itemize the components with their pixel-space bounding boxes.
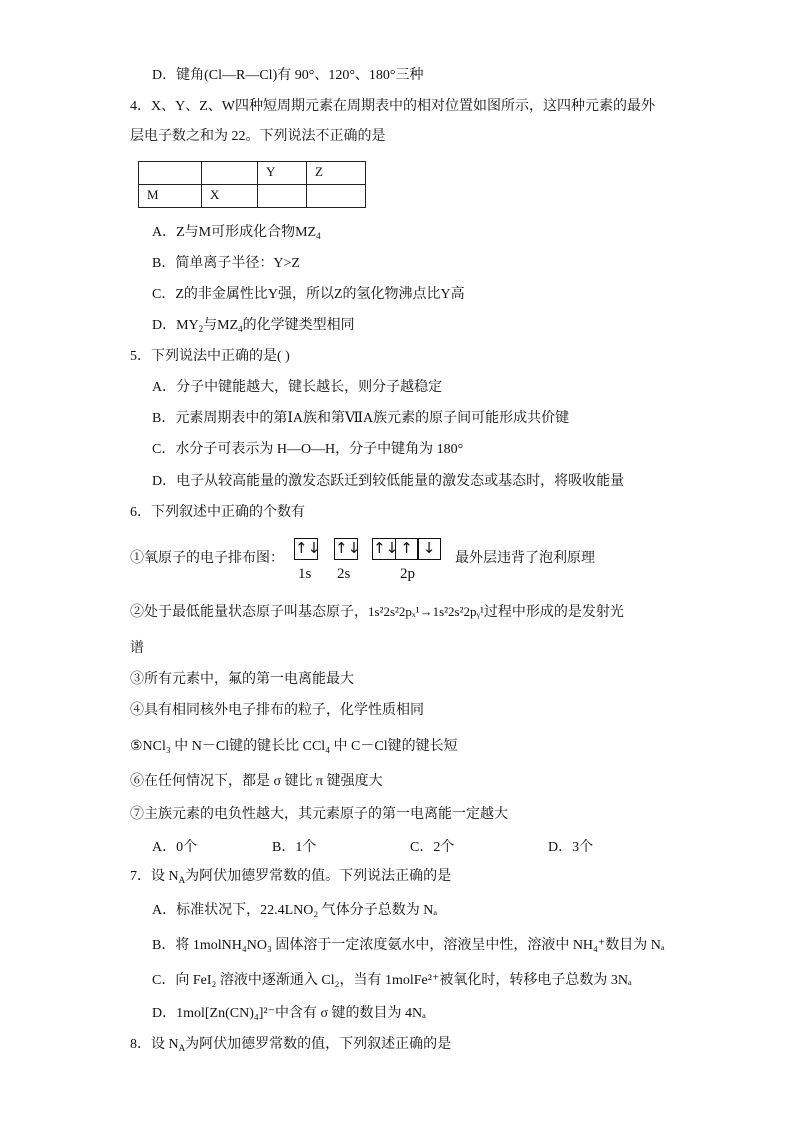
orbital-diagram-2p <box>372 538 440 560</box>
q6-option-b: B．1个 <box>272 840 317 855</box>
q7-option-d: D．1mol[Zn(CN)₄]²⁻中含有 σ 键的数目为 4Nₐ <box>152 1006 426 1021</box>
q7-stem: 7．设 $N_A$为阿伏加德罗常数的值。下列说法正确的是 <box>130 869 452 885</box>
q4-stem-line1: 4．X、Y、Z、W四种短周期元素在周期表中的相对位置如图所示，这四种元素的最外 <box>130 99 655 114</box>
q6-option-c: C．2个 <box>410 840 455 855</box>
q6-option-d: D．3个 <box>548 840 594 855</box>
q6-statement-2: ②处于最低能量状态原子叫基态原子，1s²2s²2pₓ¹→1s²2s²2pᵧ¹过程中形成的是发射光 <box>130 604 624 620</box>
q6-option-a: A．0个 <box>152 840 198 855</box>
table-cell: X <box>202 185 258 208</box>
q5-stem: 5．下列说法中正确的是( ) <box>130 349 290 364</box>
q3-option-d: D．键角(Cl—R—Cl)有 90°、120°、180°三种 <box>152 68 424 83</box>
q6-statement-1-pre: ①氧原子的电子排布图： <box>130 551 284 566</box>
q7-option-c: C．向 FeI₂ 溶液中逐渐通入 Cl₂，当有 1molFe²⁺被氧化时，转移电子总数为 3Nₐ <box>152 973 632 988</box>
q6-statement-1-post: 最外层违背了泡利原理 <box>455 551 595 566</box>
table-cell: Y <box>258 162 307 185</box>
periodic-position-table <box>138 161 366 208</box>
q8-stem: 8．设 $N_A$为阿伏加德罗常数的值，下列叙述正确的是 <box>130 1037 452 1053</box>
q4-option-c: C．Z的非金属性比Y强，所以Z的氢化物沸点比Y高 <box>152 287 465 302</box>
q7-option-b: B．将 1molNH₄NO₃ 固体溶于一定浓度氨水中，溶液呈中性，溶液中 NH₄⁺数目为 Nₐ <box>152 938 665 953</box>
orbital-label-2p: 2p <box>400 566 415 582</box>
q4-option-b: B．简单离子半径：Y>Z <box>152 256 300 271</box>
orbital-label-2s: 2s <box>337 566 351 582</box>
table-cell <box>307 185 366 208</box>
q5-option-b: B．元素周期表中的第ⅠA族和第ⅦA族元素的原子间可能形成共价键 <box>152 411 570 426</box>
table-cell <box>258 185 307 208</box>
orbital-box-2p-2: ↑ <box>395 538 419 560</box>
orbital-box-2s: ↑↓ <box>334 538 358 560</box>
q4-option-a: A．Z与M可形成化合物$MZ_4$ <box>152 225 321 241</box>
table-cell <box>139 162 202 185</box>
orbital-box-1s: ↑↓ <box>294 538 318 560</box>
q6-statement-4: ④具有相同核外电子排布的粒子，化学性质相同 <box>130 703 424 718</box>
q5-option-c: C．水分子可表示为 H—O—H，分子中键角为 180° <box>152 442 464 457</box>
orbital-diagram <box>294 538 321 560</box>
q7-option-a: A．标准状况下，22.4LNO₂ 气体分子总数为 Nₐ <box>152 903 438 918</box>
q5-option-d: D．电子从较高能量的激发态跃迁到较低能量的激发态或基态时，将吸收能量 <box>152 474 625 489</box>
q6-statement-6: ⑥在任何情况下，都是 σ 键比 π 键强度大 <box>130 774 383 789</box>
q6-statement-7: ⑦主族元素的电负性越大，其元素原子的第一电离能一定越大 <box>130 807 508 822</box>
q4-stem-line2: 层电子数之和为 22。下列说法不正确的是 <box>130 129 386 144</box>
q4-option-d: D．$MY_2$与$MZ_4$的化学键类型相同 <box>152 318 355 334</box>
q6-statement-3: ③所有元素中，氟的第一电离能最大 <box>130 672 354 687</box>
orbital-box-2p-3: ↓ <box>417 538 441 560</box>
q6-stem: 6．下列叙述中正确的个数有 <box>130 505 305 520</box>
q6-statement-2-cont: 谱 <box>130 641 144 656</box>
orbital-label-1s: 1s <box>298 566 312 582</box>
table-cell: M <box>139 185 202 208</box>
orbital-diagram-2s <box>334 538 361 560</box>
orbital-box-2p-1: ↑↓ <box>372 538 396 560</box>
table-cell: Z <box>307 162 366 185</box>
table-cell <box>202 162 258 185</box>
q6-statement-5: ⑤NCl₃ 中 N－Cl键的键长比 CCl₄ 中 C－Cl键的键长短 <box>130 739 458 754</box>
q5-option-a: A．分子中键能越大，键长越长，则分子越稳定 <box>152 380 443 395</box>
